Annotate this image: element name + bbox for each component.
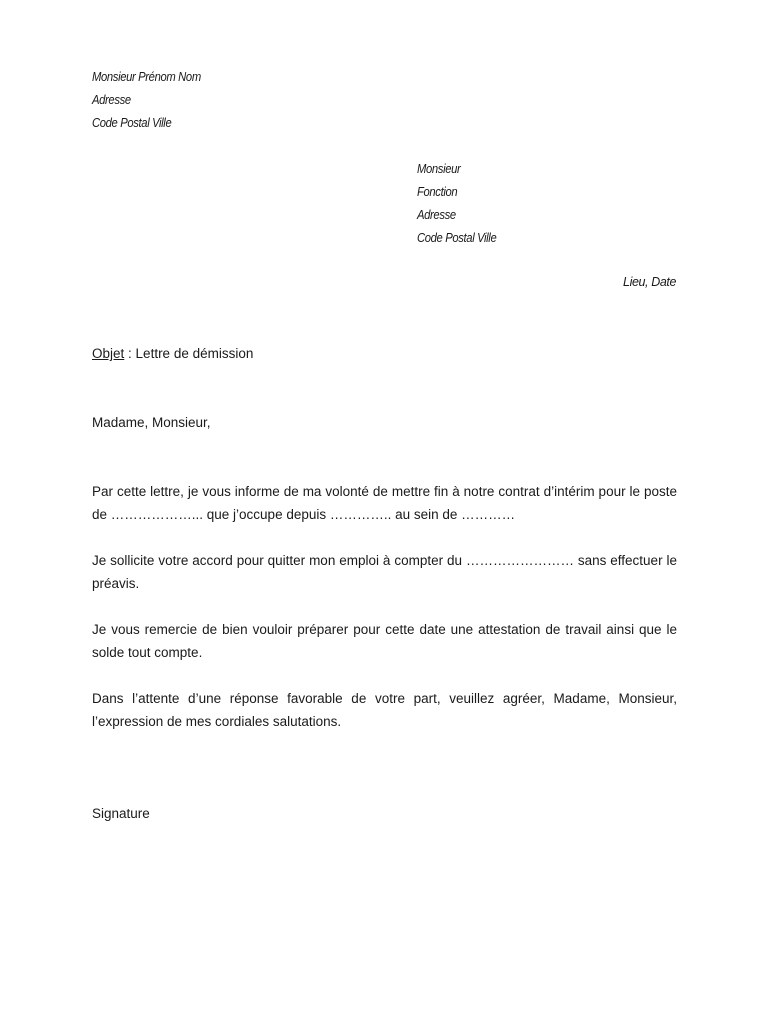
- recipient-title: Monsieur: [417, 162, 461, 176]
- paragraph-1: Par cette lettre, je vous informe de ma volonté de mettre fin à notre contrat d’intérim pour le poste de ………………... que j’occupe depuis ………….. au sein de …………: [92, 484, 677, 522]
- paragraph-4: Dans l’attente d’une réponse favorable de votre part, veuillez agréer, Madame, Monsieur, l’expression de mes cordiales salutations.: [92, 691, 677, 729]
- sender-block: [92, 68, 213, 137]
- paragraph-2: Je sollicite votre accord pour quitter mon emploi à compter du …………………… sans effectuer le préavis.: [92, 553, 677, 591]
- sender-name: Monsieur Prénom Nom: [92, 70, 201, 84]
- subject-label: Objet: [92, 346, 125, 361]
- sender-postal-city: Code Postal Ville: [92, 116, 172, 130]
- recipient-block: [417, 160, 505, 252]
- subject-text: Lettre de démission: [135, 346, 254, 361]
- paragraph-3: Je vous remercie de bien vouloir préparer pour cette date une attestation de travail ainsi que le solde tout compte.: [92, 622, 677, 660]
- recipient-postal-city: Code Postal Ville: [417, 231, 497, 245]
- subject-separator: :: [124, 346, 136, 361]
- sender-address: Adresse: [92, 93, 131, 107]
- signature: Signature: [92, 806, 150, 821]
- recipient-address: Adresse: [417, 208, 456, 222]
- place-date: Lieu, Date: [623, 275, 676, 289]
- salutation: Madame, Monsieur,: [92, 415, 211, 430]
- subject-line: [92, 342, 677, 365]
- recipient-function: Fonction: [417, 185, 458, 199]
